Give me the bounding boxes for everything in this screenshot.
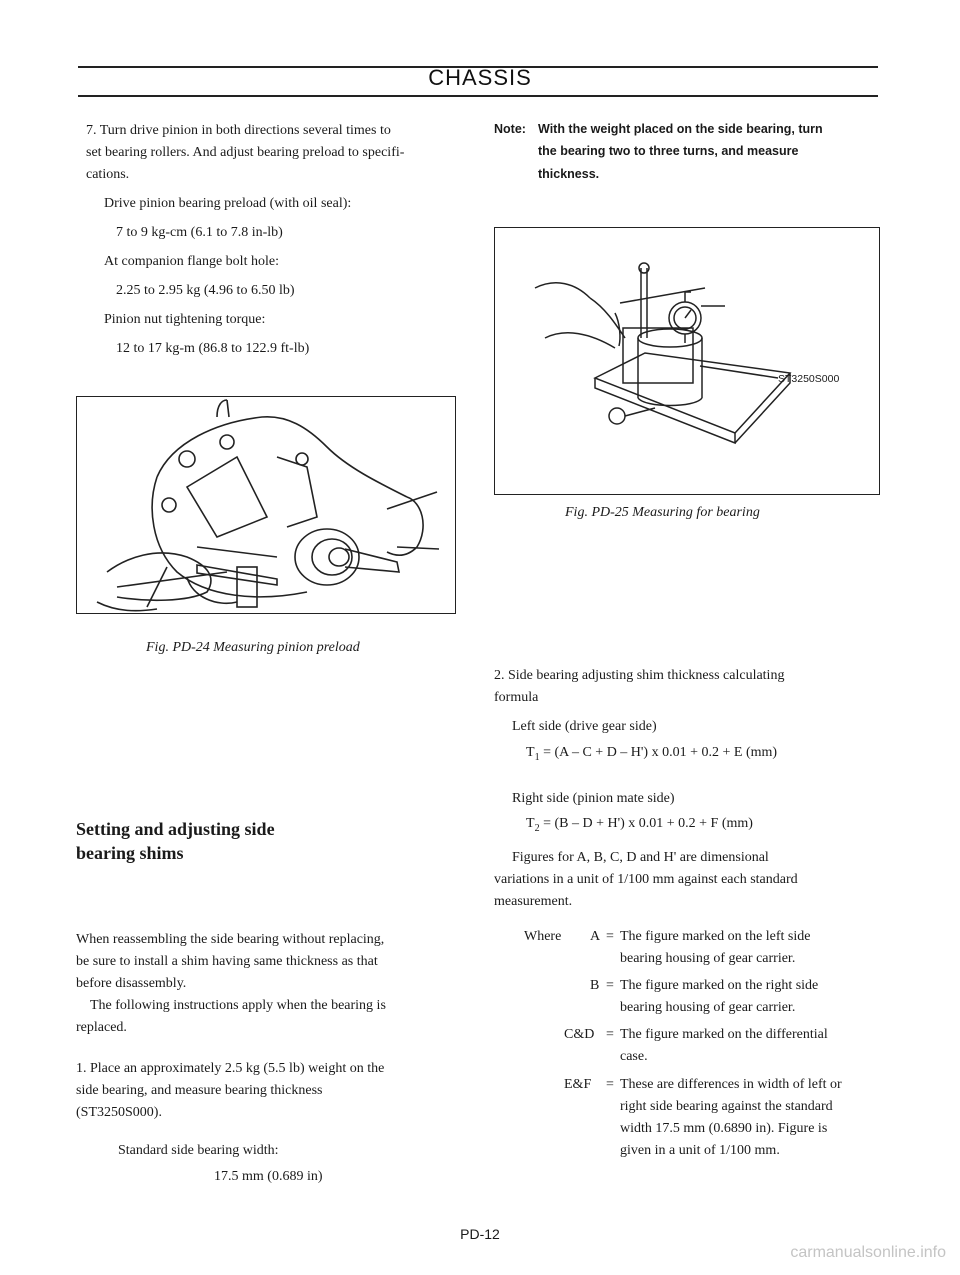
intro-line-4: The following instructions apply when the bearing is — [90, 998, 386, 1013]
def-ef-key: E&F — [564, 1077, 592, 1092]
figures-line-2: variations in a unit of 1/100 mm against each standard — [494, 872, 798, 887]
header-rule-bottom — [78, 95, 878, 97]
formula-t1-expression: = (A – C + D – H') x 0.01 + 0.2 + E (mm) — [543, 745, 778, 760]
fig25-caption: Fig. PD-25 Measuring for bearing — [565, 505, 760, 520]
where-label: Where — [524, 929, 562, 944]
spec-value-torque: 12 to 17 kg-m (86.8 to 122.9 ft-lb) — [116, 341, 310, 356]
spec-label-flange: At companion flange bolt hole: — [104, 254, 279, 269]
bearing-measurement-illustration — [495, 228, 879, 494]
step1-line-1: 1. Place an approximately 2.5 kg (5.5 lb) weight on the — [76, 1061, 385, 1076]
spec-label-torque: Pinion nut tightening torque: — [104, 312, 266, 327]
intro-line-5: replaced. — [76, 1020, 127, 1035]
formula-t2-subscript: 2 — [534, 822, 540, 834]
step2-line-2: formula — [494, 690, 539, 705]
def-b-line-2: bearing housing of gear carrier. — [620, 1000, 796, 1015]
def-cd-key: C&D — [564, 1027, 595, 1042]
page-number: PD-12 — [460, 1226, 500, 1242]
def-b-eq: = — [606, 978, 614, 993]
formula-t1-subscript: 1 — [534, 751, 540, 763]
standard-width-label: Standard side bearing width: — [118, 1143, 279, 1158]
formula-t2-symbol: T — [526, 816, 535, 831]
intro-line-1: When reassembling the side bearing without replacing, — [76, 932, 385, 947]
section-heading-line-1: Setting and adjusting side — [76, 819, 275, 839]
def-a-line-1: The figure marked on the left side — [620, 929, 811, 944]
intro-line-2: be sure to install a shim having same thickness as that — [76, 954, 378, 969]
def-ef-line-3: width 17.5 mm (0.6890 in). Figure is — [620, 1121, 828, 1136]
standard-width-value: 17.5 mm (0.689 in) — [214, 1169, 323, 1184]
def-b-key: B — [590, 978, 600, 993]
def-b-line-1: The figure marked on the right side — [620, 978, 819, 993]
figures-line-1: Figures for A, B, C, D and H' are dimensional — [512, 850, 769, 865]
formula-t1-symbol: T — [526, 745, 535, 760]
step1-line-2: side bearing, and measure bearing thickness — [76, 1083, 323, 1098]
step7-line-3: cations. — [86, 167, 130, 182]
note-line-1: With the weight placed on the side bearing, turn — [538, 122, 823, 136]
step7-line-1: 7. Turn drive pinion in both directions several times to — [86, 123, 391, 138]
note-line-2: the bearing two to three turns, and measure — [538, 144, 799, 158]
def-ef-line-2: right side bearing against the standard — [620, 1099, 833, 1114]
def-a-eq: = — [606, 929, 614, 944]
spec-value-flange: 2.25 to 2.95 kg (4.96 to 6.50 lb) — [116, 283, 295, 298]
figure-pd25 — [494, 227, 880, 495]
spec-label-preload: Drive pinion bearing preload (with oil seal): — [104, 196, 352, 211]
def-ef-eq: = — [606, 1077, 614, 1092]
step7-line-2: set bearing rollers. And adjust bearing preload to specifi- — [86, 145, 405, 160]
section-heading-line-2: bearing shims — [76, 843, 184, 863]
right-side-label: Right side (pinion mate side) — [512, 791, 675, 806]
left-side-label: Left side (drive gear side) — [512, 719, 657, 734]
step1-line-3: (ST3250S000). — [76, 1105, 162, 1120]
pinion-preload-illustration — [77, 397, 455, 613]
def-cd-line-1: The figure marked on the differential — [620, 1027, 828, 1042]
formula-t1 — [526, 742, 777, 769]
formula-t2 — [526, 813, 753, 840]
def-a-line-2: bearing housing of gear carrier. — [620, 951, 796, 966]
formula-t2-expression: = (B – D + H') x 0.01 + 0.2 + F (mm) — [543, 816, 753, 831]
watermark: carmanualsonline.info — [790, 1244, 946, 1261]
def-cd-line-2: case. — [620, 1049, 648, 1064]
def-a-key: A — [590, 929, 601, 944]
def-cd-eq: = — [606, 1027, 614, 1042]
note-line-3: thickness. — [538, 167, 600, 181]
page-header-title: CHASSIS — [428, 65, 532, 90]
def-ef-line-4: given in a unit of 1/100 mm. — [620, 1143, 780, 1158]
step2-line-1: 2. Side bearing adjusting shim thickness calculating — [494, 668, 785, 683]
spec-value-preload: 7 to 9 kg-cm (6.1 to 7.8 in-lb) — [116, 225, 283, 240]
fig24-caption: Fig. PD-24 Measuring pinion preload — [146, 640, 360, 655]
figures-line-3: measurement. — [494, 894, 573, 909]
figure-pd24 — [76, 396, 456, 614]
def-ef-line-1: These are differences in width of left or — [620, 1077, 842, 1092]
fig25-tool-label: ST3250S000 — [778, 373, 840, 385]
intro-line-3: before disassembly. — [76, 976, 187, 991]
note-label: Note: — [494, 122, 526, 136]
